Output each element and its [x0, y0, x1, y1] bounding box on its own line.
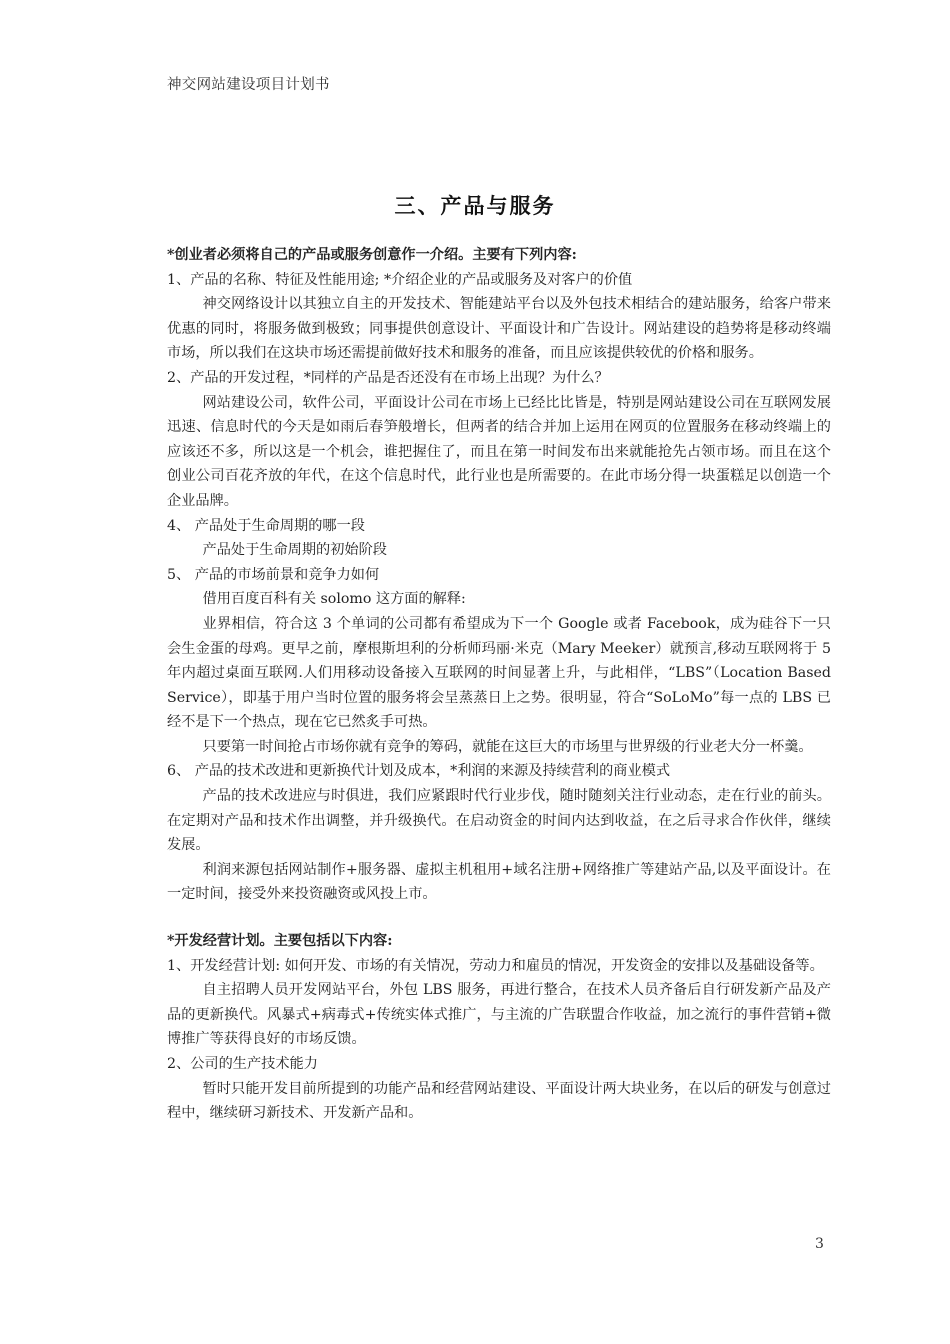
- plan-item-1-body: 自主招聘人员开发网站平台，外包 LBS 服务，再进行整合，在技术人员齐备后自行研发新产品及产品的更新换代。风暴式+病毒式+传统实体式推广，与主流的广告联盟合作收益，加之流行的事件营销+微博推广等获得良好的市场反馈。: [167, 982, 831, 1048]
- product-intro-heading: *创业者必须将自己的产品或服务创意作一介绍。主要有下列内容:: [167, 247, 577, 263]
- item-6-heading: 6、 产品的技术改进和更新换代计划及成本，*利润的来源及持续营利的商业模式: [167, 763, 671, 780]
- item-6-body: 产品的技术改进应与时俱进，我们应紧跟时代行业步伐，随时随刻关注行业动态，走在行业的前头。在定期对产品和技术作出调整，并升级换代。在启动资金的时间内达到收益，在之后寻求合作伙伴，继续发展。: [167, 788, 831, 854]
- operation-plan-heading: *开发经营计划。主要包括以下内容:: [167, 933, 393, 950]
- item-2-body: 网站建设公司，软件公司，平面设计公司在市场上已经比比皆是，特别是网站建设公司在互联网发展迅速、信息时代的今天是如雨后春笋般增长，但两者的结合并加上运用在网页的位置服务在移动终端上的应该还不多，所以这是一个机会，谁把握住了，而且在第一时间发布出来就能抢先占领市场。而且在这个创业公司百花齐放的年代，在这个信息时代，此行业也是所需要的。在此市场分得一块蛋糕足以创造一个企业品牌。: [167, 394, 831, 509]
- item-1-heading: 1、产品的名称、特征及性能用途; *介绍企业的产品或服务及对客户的价值: [167, 271, 633, 288]
- item-4-heading: 4、 产品处于生命周期的哪一段: [167, 517, 365, 534]
- item-5-body: 业界相信，符合这 3 个单词的公司都有希望成为下一个 Google 或者 Facebook，成为硅谷下一只会生金蛋的母鸡。更早之前，摩根斯坦利的分析师玛丽·米克（Mary Meeker）就预言,移动互联网将于 5 年内超过桌面互联网.人们用移动设备接入互联网的时间显著上升，与此相伴，“LBS”（Location Based Service），即基于用户当时位置的服务将会呈蒸蒸日上之势。很明显，符合“SoLoMo”每一点的 LBS 已经不是下一个热点，现在它已然炙手可热。: [167, 615, 831, 731]
- item-6-profit: 利润来源包括网站制作+服务器、虚拟主机租用+域名注册+网络推广等建站产品,以及平面设计。在一定时间，接受外来投资融资或风投上市。: [167, 861, 831, 903]
- plan-item-2-heading: 2、公司的生产技术能力: [167, 1056, 318, 1072]
- section-title: 三、产品与服务: [394, 193, 556, 218]
- item-2-heading: 2、产品的开发过程，*同样的产品是否还没有在市场上出现？为什么？: [167, 369, 609, 386]
- page-number: 3: [815, 1236, 824, 1252]
- item-5-conclusion: 只要第一时间抢占市场你就有竞争的筹码，就能在这巨大的市场里与世界级的行业老大分一杯羹。: [202, 738, 813, 755]
- section-spacer: [167, 907, 831, 929]
- item-5-intro: 借用百度百科有关 solomo 这方面的解释:: [202, 591, 466, 608]
- plan-item-1-heading: 1、开发经营计划: 如何开发、市场的有关情况，劳动力和雇员的情况，开发资金的安排以及基础设备等。: [167, 957, 824, 974]
- item-1-body: 神交网络设计以其独立自主的开发技术、智能建站平台以及外包技术相结合的建站服务，给客户带来优惠的同时，将服务做到极致；同事提供创意设计、平面设计和广告设计。网站建设的趋势将是移动终端市场，所以我们在这块市场还需提前做好技术和服务的准备，而且应该提供较优的价格和服务。: [167, 296, 831, 362]
- plan-item-2-body: 暂时只能开发目前所提到的功能产品和经营网站建设、平面设计两大块业务，在以后的研发与创意过程中，继续研习新技术、开发新产品和。: [167, 1080, 831, 1122]
- document-header: 神交网站建设项目计划书: [167, 77, 330, 93]
- document-body: [167, 243, 831, 1126]
- item-4-body: 产品处于生命周期的初始阶段: [202, 542, 387, 559]
- item-5-heading: 5、 产品的市场前景和竞争力如何: [167, 566, 380, 583]
